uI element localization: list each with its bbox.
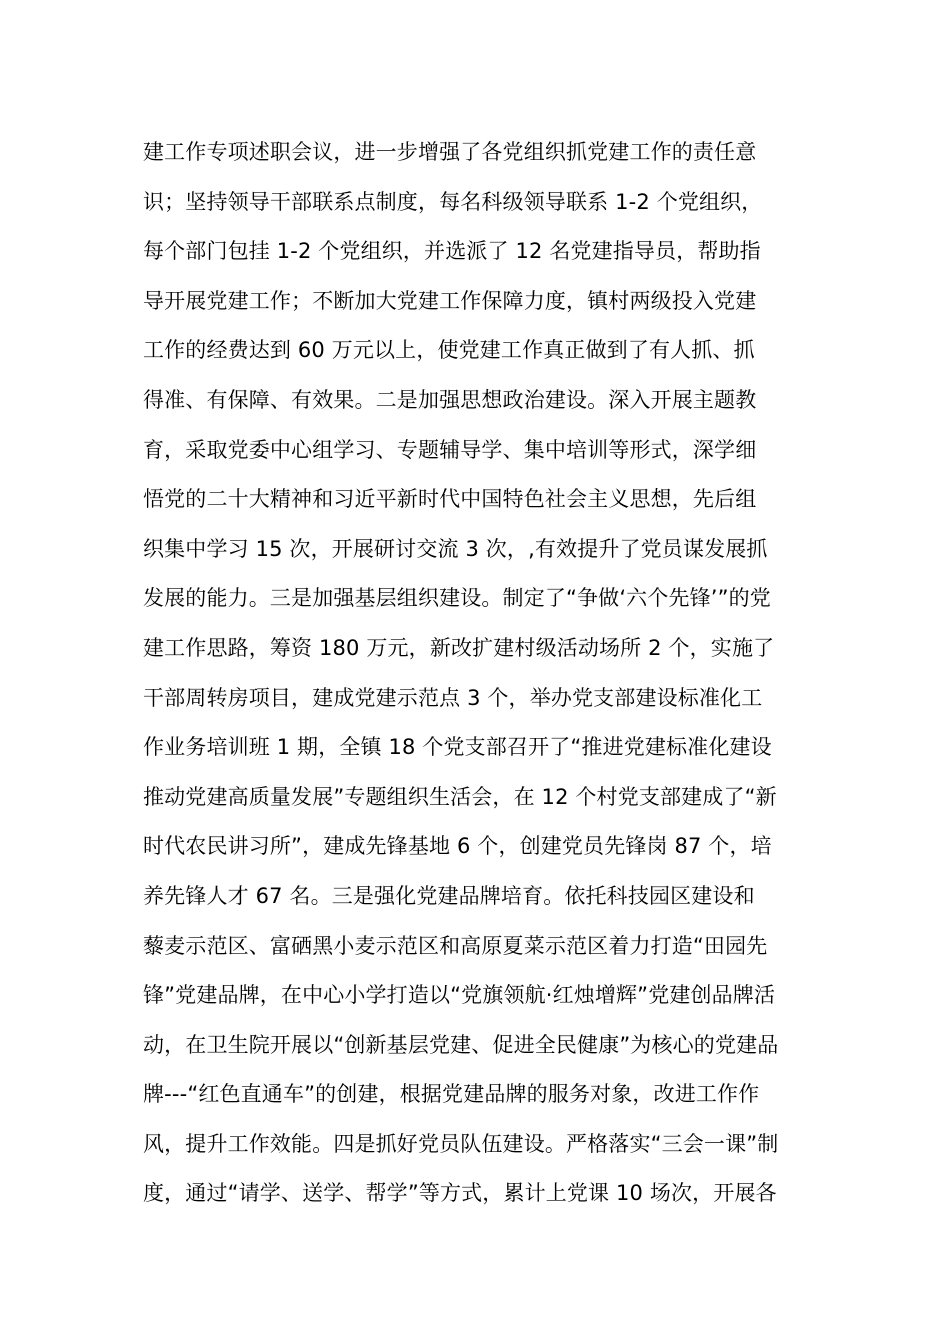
text-line: 建工作思路，筹资 180 万元，新改扩建村级活动场所 2 个，实施了 xyxy=(143,635,775,660)
text-line: 得准、有保障、有效果。二是加强思想政治建设。深入开展主题教 xyxy=(143,387,757,412)
text-line: 每个部门包挂 1-2 个党组织，并选派了 12 名党建指导员，帮助指 xyxy=(143,239,761,264)
text-line: 育，采取党委中心组学习、专题辅导学、集中培训等形式，深学细 xyxy=(143,437,757,462)
text-line: 识；坚持领导干部联系点制度，每名科级领导联系 1-2 个党组织， xyxy=(143,189,763,214)
text-line: 藜麦示范区、富硒黑小麦示范区和高原夏菜示范区着力打造“田园先 xyxy=(143,933,768,958)
text-line: 干部周转房项目，建成党建示范点 3 个，举办党支部建设标准化工 xyxy=(143,685,763,710)
text-line: 动，在卫生院开展以“创新基层党建、促进全民健康”为核心的党建品 xyxy=(143,1032,779,1057)
text-line: 时代农民讲习所”，建成先锋基地 6 个，创建党员先锋岗 87 个，培 xyxy=(143,834,772,859)
text-line: 工作的经费达到 60 万元以上，使党建工作真正做到了有人抓、抓 xyxy=(143,338,755,363)
text-line: 导开展党建工作；不断加大党建工作保障力度，镇村两级投入党建 xyxy=(143,288,757,313)
text-line: 织集中学习 15 次，开展研讨交流 3 次，,有效提升了党员谋发展抓 xyxy=(143,536,768,561)
text-line: 养先锋人才 67 名。三是强化党建品牌培育。依托科技园区建设和 xyxy=(143,883,755,908)
body-paragraph xyxy=(143,128,813,1219)
text-line: 推动党建高质量发展”专题组织生活会，在 12 个村党支部建成了“新 xyxy=(143,784,777,809)
text-line: 作业务培训班 1 期，全镇 18 个党支部召开了“推进党建标准化建设 xyxy=(143,735,772,760)
text-line: 牌---“红色直通车”的创建，根据党建品牌的服务对象，改进工作作 xyxy=(143,1082,760,1107)
text-line: 发展的能力。三是加强基层组织建设。制定了“争做‘六个先锋’”的党 xyxy=(143,586,771,611)
text-line: 风，提升工作效能。四是抓好党员队伍建设。严格落实“三会一课”制 xyxy=(143,1131,779,1156)
text-line: 建工作专项述职会议，进一步增强了各党组织抓党建工作的责任意 xyxy=(143,140,757,164)
text-line: 悟党的二十大精神和习近平新时代中国特色社会主义思想，先后组 xyxy=(143,487,757,512)
text-line: 度，通过“请学、送学、帮学”等方式，累计上党课 10 场次，开展各 xyxy=(143,1181,777,1206)
text-line: 锋”党建品牌，在中心小学打造以“党旗领航·红烛增辉”党建创品牌活 xyxy=(143,983,776,1008)
